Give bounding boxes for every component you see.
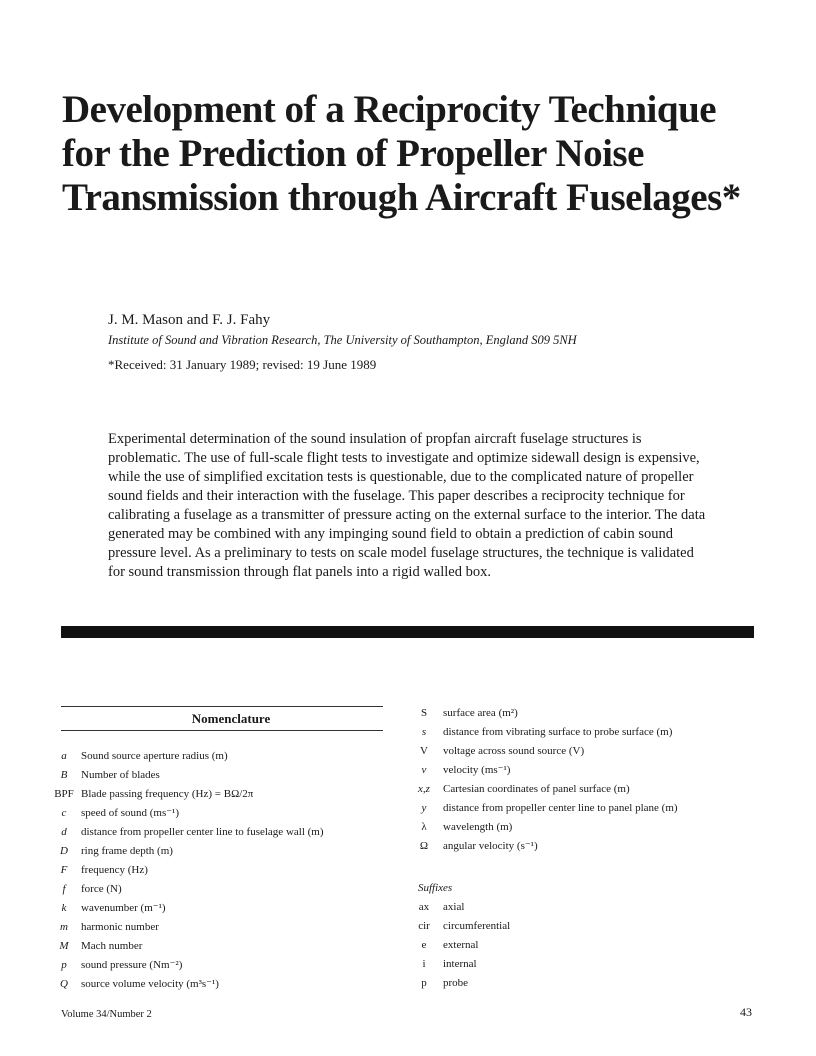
description: harmonic number xyxy=(81,921,159,933)
nomenclature-rule-top xyxy=(61,706,383,707)
authors: J. M. Mason and F. J. Fahy xyxy=(108,312,271,328)
nomenclature-heading: Nomenclature xyxy=(191,711,271,726)
description: velocity (ms⁻¹) xyxy=(443,764,511,776)
page-number: 43 xyxy=(740,1005,752,1019)
paper-title: Development of a Reciprocity Technique for the Prediction of Propeller Noise Transmission through Aircraft Fuselages* xyxy=(62,88,741,219)
description: distance from vibrating surface to probe surface (m) xyxy=(443,726,673,738)
symbol: S xyxy=(420,707,428,719)
description: force (N) xyxy=(81,883,122,895)
suffix-description: probe xyxy=(443,977,469,989)
symbol: y xyxy=(421,802,427,814)
description: distance from propeller center line to fuselage wall (m) xyxy=(81,826,324,838)
symbol: M xyxy=(59,940,69,952)
description: Sound source aperture radius (m) xyxy=(81,750,228,762)
description: wavenumber (m⁻¹) xyxy=(81,902,166,914)
suffix-symbol: i xyxy=(422,958,426,970)
description: angular velocity (s⁻¹) xyxy=(443,840,538,852)
description: source volume velocity (m³s⁻¹) xyxy=(81,978,219,990)
symbol: c xyxy=(61,807,67,819)
symbol: k xyxy=(61,902,67,914)
description: Mach number xyxy=(81,940,143,952)
description: Blade passing frequency (Hz) = BΩ/2π xyxy=(81,788,254,800)
suffix-description: circumferential xyxy=(443,920,511,932)
suffix-symbol: e xyxy=(421,939,427,951)
section-divider xyxy=(61,626,754,638)
symbol: v xyxy=(421,764,427,776)
description: Cartesian coordinates of panel surface (m) xyxy=(443,783,630,795)
description: Number of blades xyxy=(81,769,160,781)
description: sound pressure (Nm⁻²) xyxy=(81,959,183,971)
symbol: a xyxy=(61,750,67,762)
symbol: d xyxy=(61,826,67,838)
description: speed of sound (ms⁻¹) xyxy=(81,807,180,819)
symbol: V xyxy=(420,745,428,757)
suffix-description: internal xyxy=(443,958,477,970)
suffix-symbol: cir xyxy=(418,920,430,932)
suffixes-heading: Suffixes xyxy=(418,882,453,894)
description: ring frame depth (m) xyxy=(81,845,173,857)
nomenclature-rule-bottom xyxy=(61,730,383,731)
description: wavelength (m) xyxy=(443,821,513,833)
suffix-description: external xyxy=(443,939,479,951)
symbol: Ω xyxy=(419,840,429,852)
affiliation: Institute of Sound and Vibration Research, The University of Southampton, England S09 5NH xyxy=(108,333,577,347)
abstract: Experimental determination of the sound insulation of propfan aircraft fuselage structures is problematic. The use of full-scale flight tests to investigate and optimize sidewall design is expensive, while the use of simplified excitation tests is questionable, due to the complicated nature of propeller sound fields and their interaction with the fuselage. This paper describes a reciprocity technique for calibrating a fuselage as a transmitter of pressure acting on the external surface to the interior. The data generated may be combined with any impinging sound field to obtain a prediction of cabin sound pressure level. As a preliminary to tests on scale model fuselage structures, the technique is validated for sound transmission through flat panels into a rigid walled box. xyxy=(108,431,706,580)
description: voltage across sound source (V) xyxy=(443,745,585,757)
symbol: F xyxy=(60,864,68,876)
suffix-description: axial xyxy=(443,901,465,913)
description: distance from propeller center line to panel plane (m) xyxy=(443,802,678,814)
symbol: Q xyxy=(60,978,68,990)
description: frequency (Hz) xyxy=(81,864,148,876)
symbol: B xyxy=(60,769,68,781)
symbol: f xyxy=(62,883,66,895)
description: surface area (m²) xyxy=(443,707,518,719)
symbol: m xyxy=(60,921,68,933)
symbol: p xyxy=(61,959,67,971)
suffix-symbol: p xyxy=(421,977,427,989)
symbol: BPF xyxy=(54,788,74,800)
symbol: x,z xyxy=(418,783,430,795)
journal-volume: Volume 34/Number 2 xyxy=(61,1009,152,1020)
symbol: D xyxy=(60,845,68,857)
symbol: s xyxy=(421,726,427,738)
received-dates: *Received: 31 January 1989; revised: 19 June 1989 xyxy=(108,357,377,372)
symbol: λ xyxy=(421,821,427,833)
suffix-symbol: ax xyxy=(418,901,430,913)
